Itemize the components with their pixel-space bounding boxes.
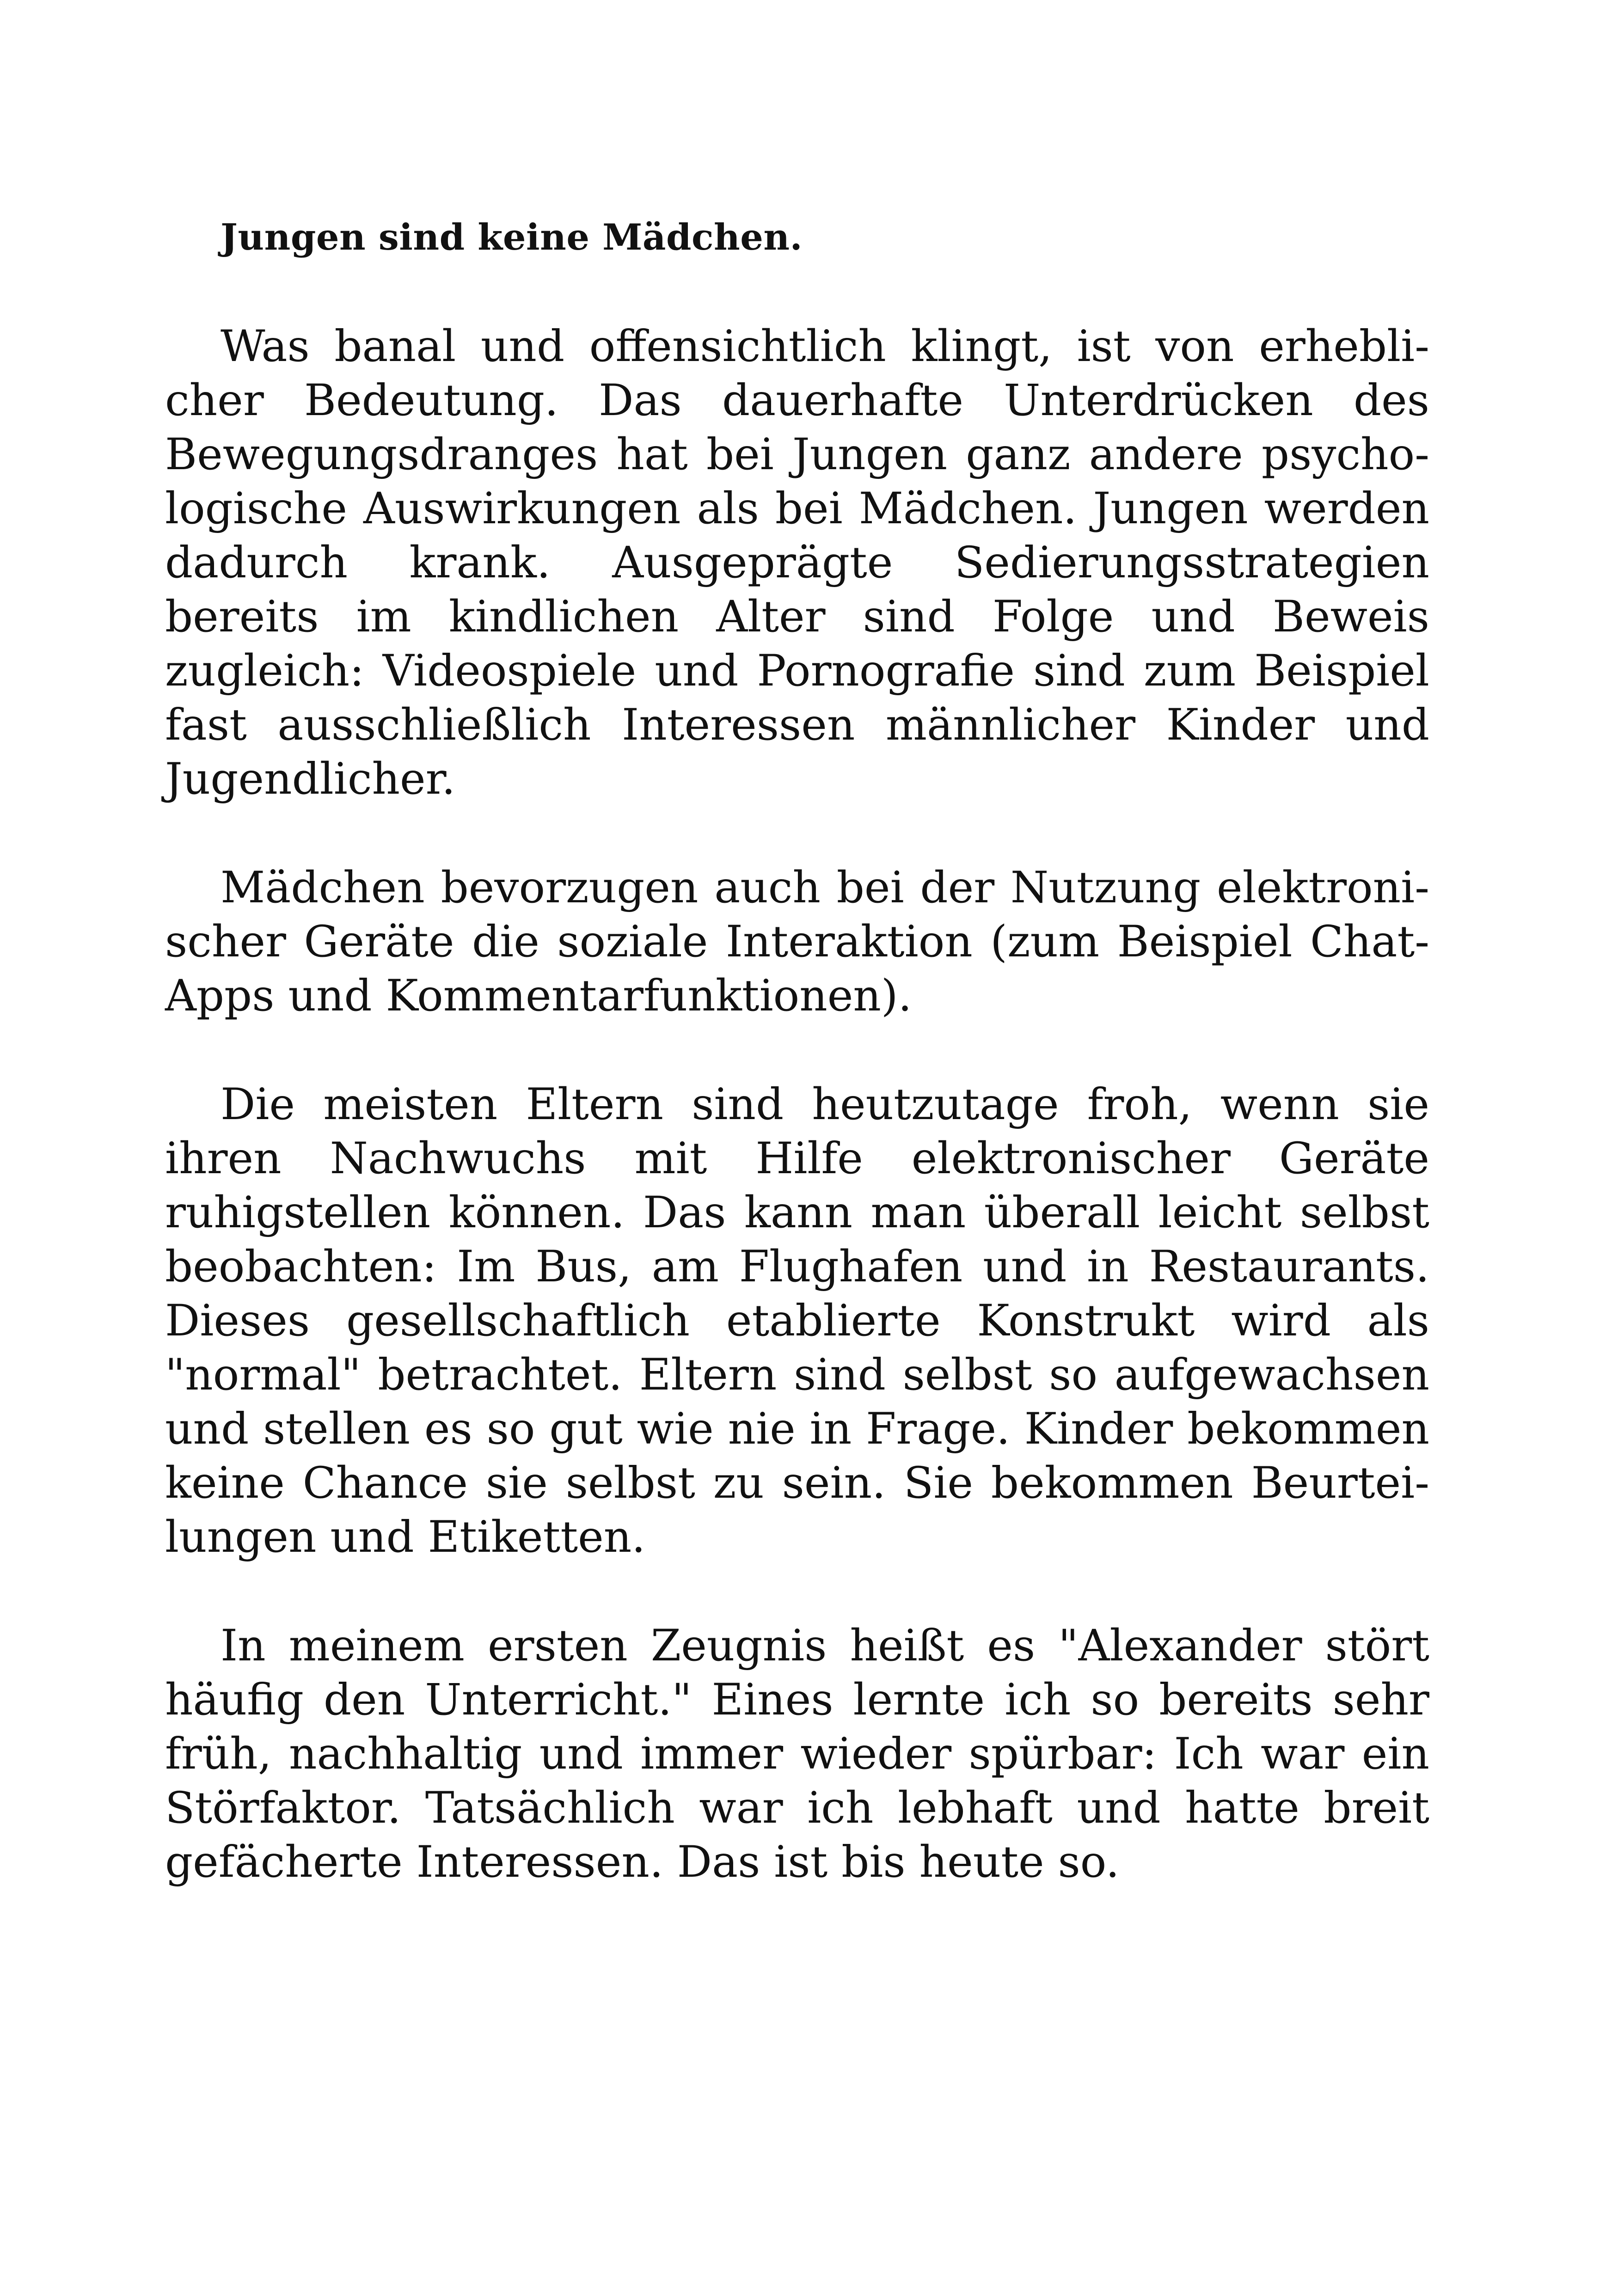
chapter-heading: Jungen sind keine Mädchen. (221, 216, 803, 258)
paragraph-2: Mädchen bevorzugen auch bei der Nutzung elektronischer Geräte die soziale Interaktion (zum Beispiel Chat-Apps und Kommentarfunktionen). (165, 863, 1429, 1021)
paragraph-1: Was banal und offensichtlich klingt, ist von erheblicher Bedeutung. Das dauerhafte Unterdrücken des Bewegungsdranges hat bei Jungen ganz andere psychologische Auswirkungen als bei Mädchen. Jungen werden dadurch krank. Ausgeprägte Sedierungsstrategien bereits im kindlichen Alter sind Folge und Beweis zugleich: Videospiele und Pornografie sind zum Beispiel fast ausschließlich Interessen männlicher Kinder und Jugendlicher. (165, 321, 1429, 804)
paragraph-4: In meinem ersten Zeugnis heißt es "Alexander stört häufig den Unterricht." Eines lernte ich so bereits sehr früh, nachhaltig und immer wieder spürbar: Ich war ein Störfaktor. Tatsächlich war ich lebhaft und hatte breit gefächerte Interessen. Das ist bis heute so. (165, 1621, 1429, 1887)
paragraph-3: Die meisten Eltern sind heutzutage froh, wenn sie ihren Nachwuchs mit Hilfe elektronischer Geräte ruhigstellen können. Das kann man überall leicht selbst beobachten: Im Bus, am Flughafen und in Restaurants. Dieses gesellschaftlich etablierte Konstrukt wird als "normal" betrachtet. Eltern sind selbst so aufgewachsen und stellen es so gut wie nie in Frage. Kinder bekommen keine Chance sie selbst zu sein. Sie bekommen Beurteilungen und Etiketten. (165, 1079, 1429, 1562)
text-body (165, 210, 1429, 1889)
